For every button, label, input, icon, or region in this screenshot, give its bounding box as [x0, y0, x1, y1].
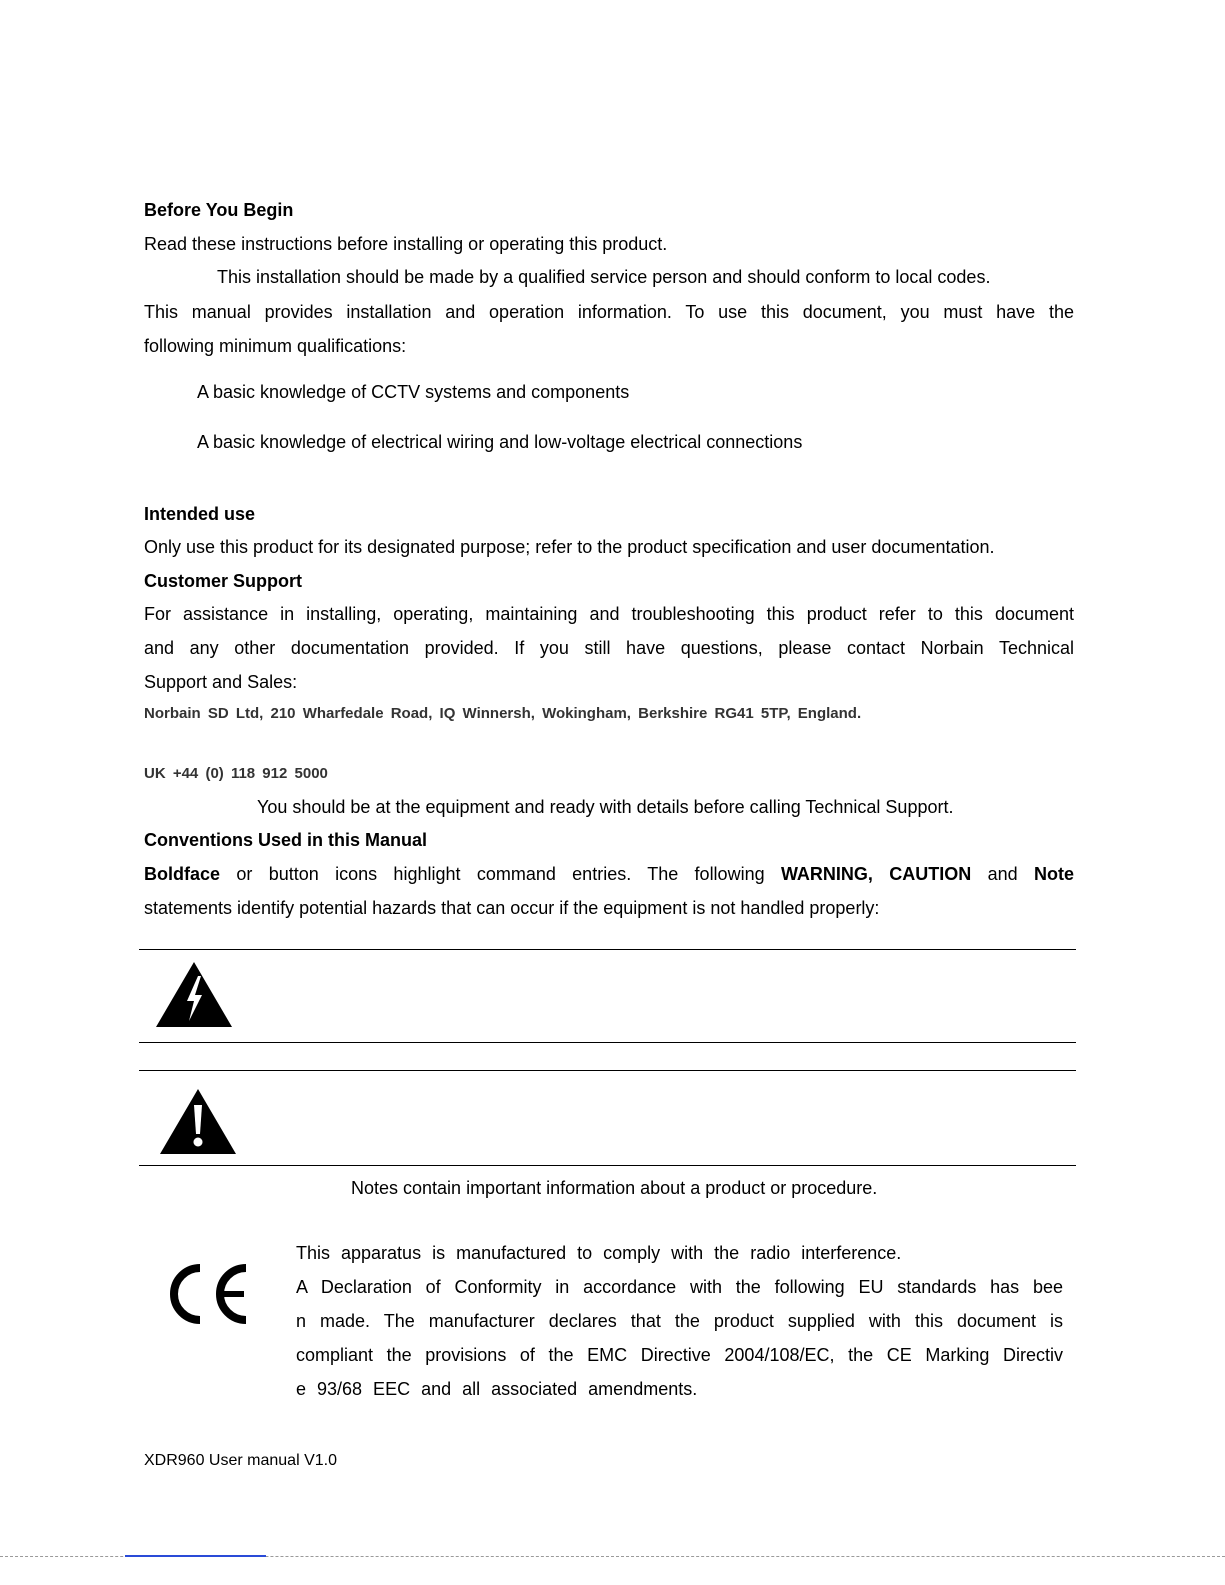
read-instructions-line: Read these instructions before installing or operating this product.	[144, 234, 668, 254]
warning-top-rule	[139, 949, 1076, 950]
qualification-item: A basic knowledge of electrical wiring and low-voltage electrical connections	[197, 432, 803, 452]
conventions-line-2: statements identify potential hazards that can occur if the equipment is not handled properly:	[144, 898, 880, 918]
customer-support-heading: Customer Support	[144, 571, 303, 591]
warning-bottom-rule	[139, 1042, 1076, 1043]
caution-exclamation-icon	[158, 1087, 238, 1157]
note-label: Note	[1034, 864, 1074, 884]
bottom-link-underline	[125, 1555, 266, 1557]
ce-line: compliant the provisions of the EMC Directive 2004/108/EC, the CE Marking Directiv	[296, 1345, 1063, 1365]
qualification-item: A basic knowledge of CCTV systems and components	[197, 382, 630, 402]
warning-caution-label: WARNING, CAUTION	[780, 864, 972, 884]
support-line-1: For assistance in installing, operating, maintaining and troubleshooting this product refer to this document	[144, 604, 1074, 624]
support-address: Norbain SD Ltd, 210 Wharfedale Road, IQ Winnersh, Wokingham, Berkshire RG41 5TP, England.	[144, 705, 862, 722]
conventions-heading: Conventions Used in this Manual	[144, 830, 428, 850]
ce-line: n made. The manufacturer declares that the product supplied with this document is	[296, 1311, 1063, 1331]
electrical-warning-icon	[154, 960, 234, 1030]
intended-use-text: Only use this product for its designated purpose; refer to the product specification and user documentation.	[144, 537, 995, 557]
support-phone: UK +44 (0) 118 912 5000	[144, 765, 328, 782]
support-line-3: Support and Sales:	[144, 672, 298, 692]
ce-line: A Declaration of Conformity in accordance with the following EU standards has bee	[296, 1277, 1063, 1297]
and-word: and	[987, 864, 1018, 884]
caution-top-rule	[139, 1070, 1076, 1071]
caution-bottom-rule	[139, 1165, 1076, 1166]
manual-info-line-2: following minimum qualifications:	[144, 336, 407, 356]
conventions-text: or button icons highlight command entries. The following	[236, 864, 765, 884]
ce-declaration	[296, 1236, 1063, 1406]
support-note: You should be at the equipment and ready with details before calling Technical Support.	[257, 797, 954, 817]
ce-mark-icon	[164, 1262, 254, 1326]
ce-line: This apparatus is manufactured to comply with the radio interference.	[296, 1243, 902, 1263]
page-footer: XDR960 User manual V1.0	[144, 1452, 337, 1469]
conventions-line-1	[144, 857, 1074, 891]
manual-info-line-1: This manual provides installation and operation information. To use this document, you must have the	[144, 302, 1074, 322]
intended-use-heading: Intended use	[144, 504, 256, 524]
support-line-2: and any other documentation provided. If you still have questions, please contact Norbain Technical	[144, 638, 1074, 658]
before-you-begin-heading: Before You Begin	[144, 200, 294, 220]
boldface-label: Boldface	[144, 864, 221, 884]
installation-notice: This installation should be made by a qualified service person and should conform to local codes.	[217, 267, 991, 287]
notes-text: Notes contain important information about a product or procedure.	[351, 1178, 878, 1198]
ce-line: e 93/68 EEC and all associated amendments.	[296, 1379, 698, 1399]
